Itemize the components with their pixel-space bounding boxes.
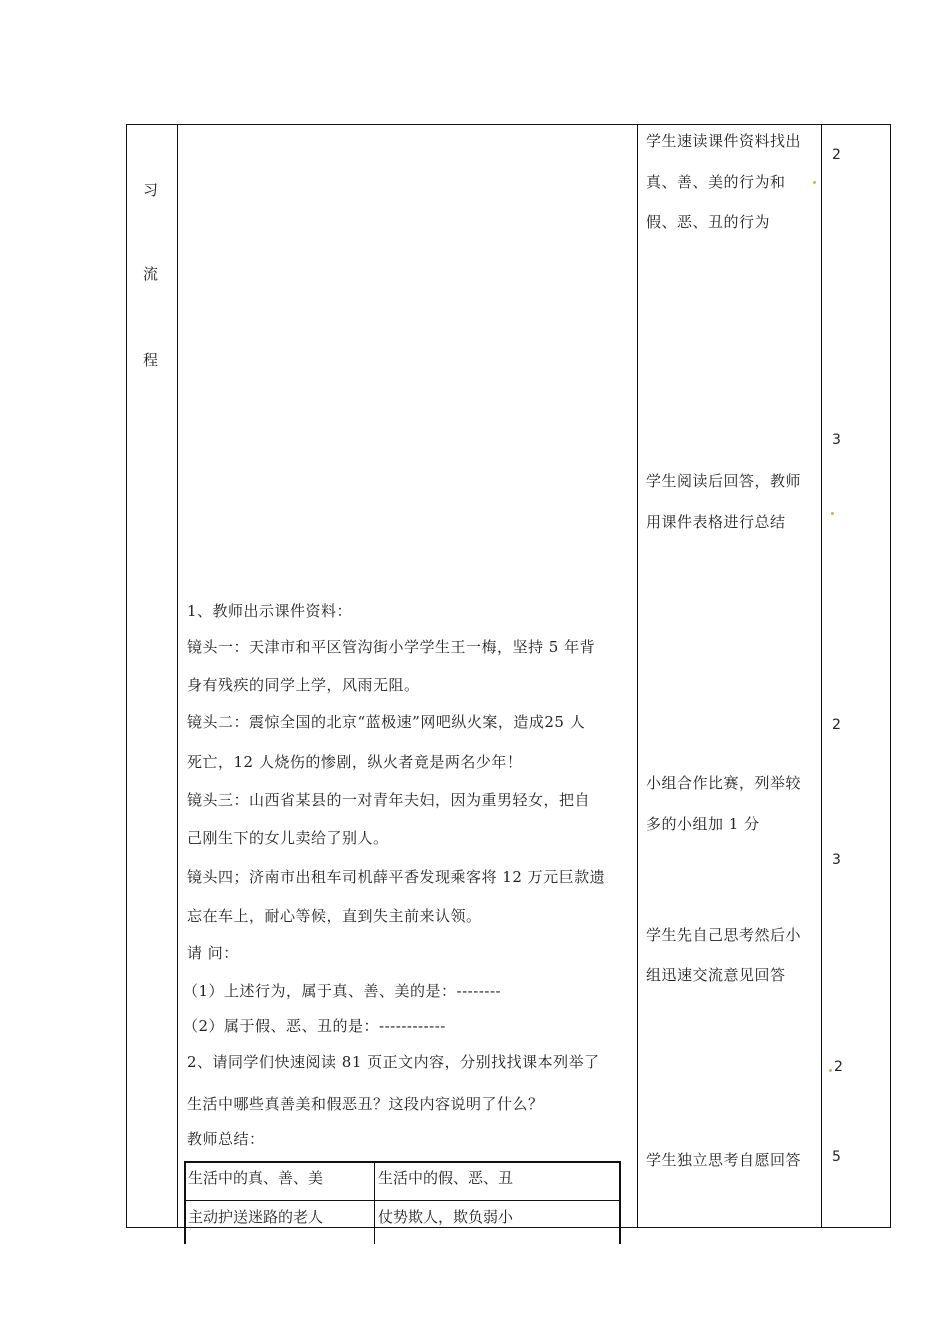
activity-1-line3: 假、恶、丑的行为 [646, 213, 771, 231]
time-4: 3 [832, 852, 841, 868]
table-top-border [126, 124, 891, 125]
table-right-border [890, 124, 891, 1228]
lens4-line1: 镜头四；济南市出租车司机薛平香发现乘客将 12 万元巨款遗 [187, 868, 606, 886]
left-label-char-3: 程 [143, 351, 159, 369]
lens3-line2: 己刚生下的女儿卖给了别人。 [187, 829, 389, 847]
activity-3-line2: 多的小组加 1 分 [646, 815, 760, 833]
lens3-line1: 镜头三：山西省某县的一对青年夫妇，因为重男轻女，把自 [187, 791, 591, 809]
time-5: 2 [834, 1059, 843, 1075]
time-1: 2 [832, 147, 841, 163]
decorative-dot [829, 1069, 832, 1072]
item1-title: 1、教师出示课件资料： [187, 602, 353, 620]
activity-1-line2: 真、善、美的行为和 [646, 173, 786, 191]
activity-2-line2: 用课件表格进行总结 [646, 513, 786, 531]
lens2-line1: 镜头二：震惊全国的北京“蓝极速”网吧纵火案，造成25 人 [187, 713, 586, 731]
table-bottom-border [126, 1227, 891, 1228]
activity-2-line1: 学生阅读后回答，教师 [646, 472, 802, 490]
question-1: （1）上述行为，属于真、善、美的是：-------- [183, 982, 502, 1000]
decorative-dot [813, 181, 816, 184]
summary-header-false-evil-ugly: 生活中的假、恶、丑 [378, 1169, 514, 1187]
lens4-line2: 忘在车上，耐心等候，直到失主前来认领。 [187, 907, 482, 925]
decorative-dot [831, 512, 834, 515]
question-2: （2）属于假、恶、丑的是：------------ [183, 1017, 446, 1035]
time-2: 3 [832, 432, 841, 448]
table-left-border [126, 124, 127, 1228]
left-label-char-1: 习 [143, 181, 159, 199]
summary-row-1-left: 主动护送迷路的老人 [188, 1208, 324, 1226]
activity-4-line2: 组迅速交流意见回答 [646, 966, 786, 984]
ask-label: 请 问： [187, 944, 239, 962]
time-6: 5 [832, 1149, 841, 1165]
column-divider-1 [177, 124, 178, 1228]
activity-4-line1: 学生先自己思考然后小 [646, 926, 802, 944]
activity-5-line1: 学生独立思考自愿回答 [646, 1151, 802, 1169]
column-divider-2 [637, 124, 638, 1228]
teacher-summary-label: 教师总结： [187, 1130, 265, 1148]
item2-line1: 2、请同学们快速阅读 81 页正文内容，分别找找课本列举了 [187, 1053, 600, 1071]
summary-row-1-right: 仗势欺人，欺负弱小 [378, 1208, 514, 1226]
time-3: 2 [832, 717, 841, 733]
lens1-line1: 镜头一：天津市和平区管沟街小学学生王一梅，坚持 5 年背 [187, 638, 596, 656]
summary-header-true-good-beauty: 生活中的真、善、美 [188, 1169, 324, 1187]
activity-1-line1: 学生速读课件资料找出 [646, 132, 802, 150]
left-label-char-2: 流 [143, 265, 159, 283]
item2-line2: 生活中哪些真善美和假恶丑？这段内容说明了什么？ [187, 1095, 544, 1113]
lens2-line2: 死亡，12 人烧伤的惨剧，纵火者竟是两名少年！ [187, 753, 523, 771]
column-divider-3 [821, 124, 822, 1228]
activity-3-line1: 小组合作比赛，列举较 [646, 774, 802, 792]
lens1-line2: 身有残疾的同学上学，风雨无阻。 [187, 676, 420, 694]
